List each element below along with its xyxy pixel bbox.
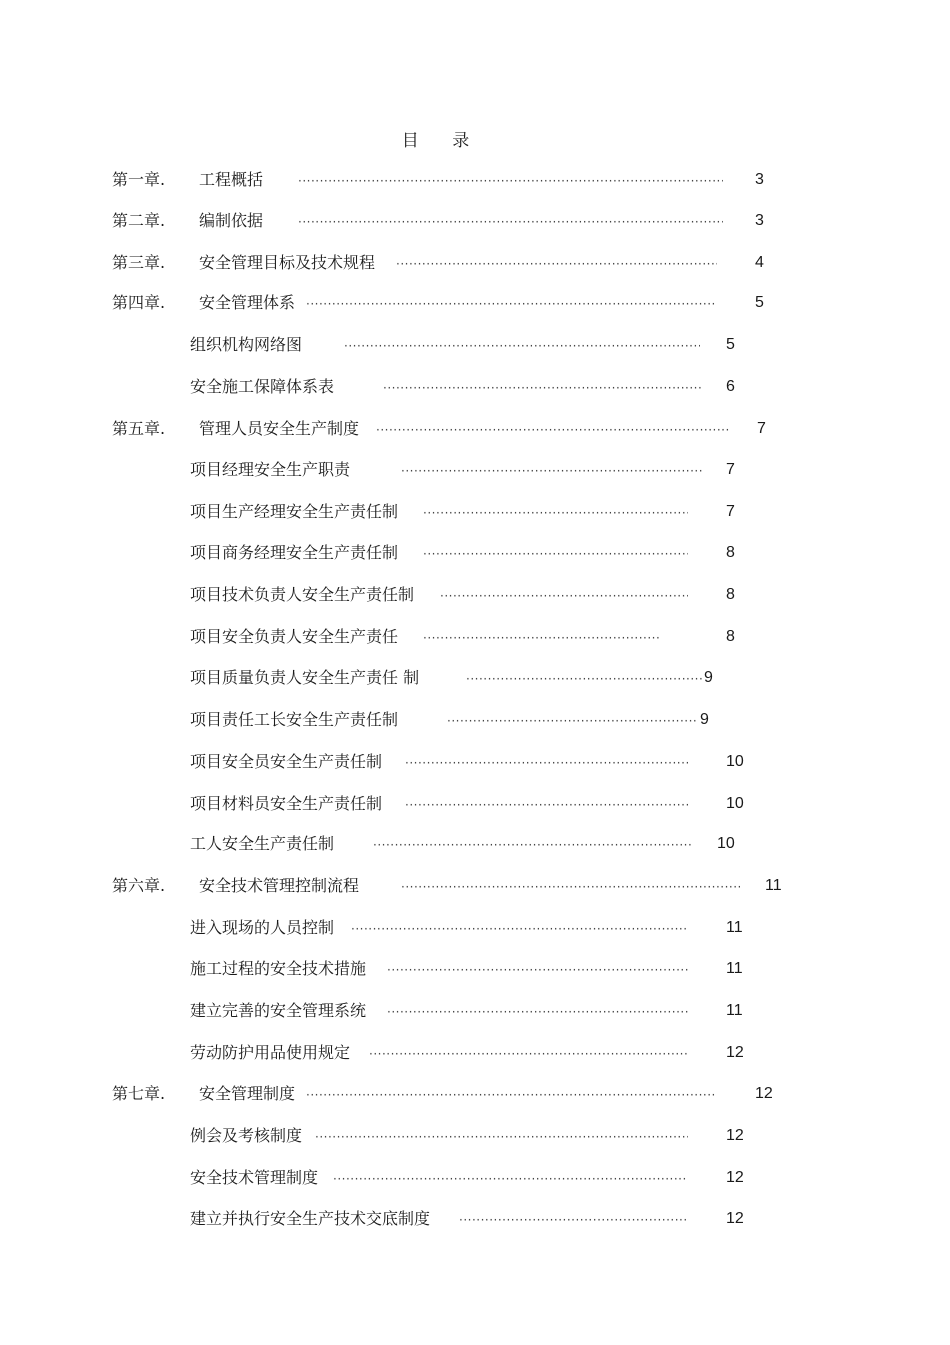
dot-leader: [369, 1044, 688, 1066]
page-number: 11: [726, 1002, 743, 1019]
page-number: 7: [726, 503, 735, 520]
page-number: 10: [726, 753, 744, 770]
section-title: 项目经理安全生产职责: [190, 460, 351, 479]
page-number: 12: [726, 1169, 744, 1186]
dot-leader: [387, 1002, 688, 1024]
toc-entry[interactable]: [0, 290, 950, 316]
dot-leader: [396, 254, 717, 276]
page-number: 11: [726, 919, 743, 936]
dot-leader: [447, 711, 697, 733]
section-title: 安全技术管理制度: [190, 1168, 319, 1187]
dot-leader: [405, 753, 688, 775]
dot-leader: [344, 336, 700, 358]
dot-leader: [383, 378, 703, 400]
dot-leader: [315, 1127, 688, 1149]
page-number: 8: [726, 586, 735, 603]
chapter-title: 安全管理目标及技术规程: [199, 253, 376, 272]
toc-entry[interactable]: [0, 956, 950, 982]
section-title: 项目材料员安全生产责任制: [190, 794, 383, 813]
toc-entry[interactable]: [0, 749, 950, 775]
chapter-number: 第六章.: [112, 876, 166, 895]
chapter-number: 第三章.: [112, 253, 166, 272]
dot-leader: [423, 628, 660, 650]
toc-entry[interactable]: [0, 707, 950, 733]
page-number: 10: [717, 835, 735, 852]
dot-leader: [373, 835, 692, 857]
toc-entry[interactable]: [0, 582, 950, 608]
dot-leader: [466, 669, 703, 691]
dot-leader: [376, 420, 731, 442]
chapter-title: 安全管理体系: [199, 293, 296, 312]
dot-leader: [298, 171, 723, 193]
toc-entry[interactable]: [0, 208, 950, 234]
chapter-number: 第七章.: [112, 1084, 166, 1103]
toc-entry[interactable]: [0, 332, 950, 358]
page-number: 4: [755, 254, 764, 271]
page-number: 11: [726, 960, 743, 977]
toc-entry[interactable]: [0, 1206, 950, 1232]
chapter-number: 第五章.: [112, 419, 166, 438]
dot-leader: [405, 795, 688, 817]
toc-entry[interactable]: [0, 791, 950, 817]
section-title: 建立完善的安全管理系统: [190, 1001, 367, 1020]
section-title: 项目技术负责人安全生产责任制: [190, 585, 415, 604]
page-number: 8: [726, 544, 735, 561]
toc-entry[interactable]: [0, 540, 950, 566]
toc-entry[interactable]: [0, 1165, 950, 1191]
toc-entry[interactable]: [0, 624, 950, 650]
dot-leader: [306, 1085, 717, 1107]
page-number: 7: [757, 420, 766, 437]
dot-leader: [306, 294, 717, 316]
chapter-number: 第二章.: [112, 211, 166, 230]
page-number: 9: [704, 669, 713, 686]
toc-entry[interactable]: [0, 915, 950, 941]
page-number: 12: [755, 1085, 773, 1102]
toc-entry[interactable]: [0, 873, 950, 899]
dot-leader: [423, 503, 688, 525]
page-number: 3: [755, 171, 764, 188]
toc-entry[interactable]: [0, 416, 950, 442]
toc-entry[interactable]: [0, 1081, 950, 1107]
page-number: 8: [726, 628, 735, 645]
toc-entry[interactable]: [0, 1123, 950, 1149]
section-title: 例会及考核制度: [190, 1126, 303, 1145]
toc-entry[interactable]: [0, 457, 950, 483]
page-number: 12: [726, 1044, 744, 1061]
chapter-title: 管理人员安全生产制度: [199, 419, 360, 438]
toc-title: 目 录: [401, 131, 484, 151]
toc-entry[interactable]: [0, 499, 950, 525]
section-title: 项目质量负责人安全生产责任 制: [190, 668, 420, 687]
chapter-title: 安全管理制度: [199, 1084, 296, 1103]
section-title: 项目生产经理安全生产责任制: [190, 502, 399, 521]
page-number: 11: [765, 877, 782, 894]
section-title: 工人安全生产责任制: [190, 834, 335, 853]
dot-leader: [387, 960, 688, 982]
section-title: 进入现场的人员控制: [190, 918, 335, 937]
toc-entry[interactable]: [0, 167, 950, 193]
chapter-title: 安全技术管理控制流程: [199, 876, 360, 895]
page-number: 3: [755, 212, 764, 229]
toc-entry[interactable]: [0, 998, 950, 1024]
chapter-title: 工程概括: [199, 170, 264, 189]
dot-leader: [333, 1169, 688, 1191]
page-number: 6: [726, 378, 735, 395]
page-number: 10: [726, 795, 744, 812]
dot-leader: [440, 586, 688, 608]
dot-leader: [423, 544, 688, 566]
page-number: 12: [726, 1127, 744, 1144]
chapter-number: 第一章.: [112, 170, 166, 189]
page-number: 7: [726, 461, 735, 478]
page-number: 12: [726, 1210, 744, 1227]
section-title: 建立并执行安全生产技术交底制度: [190, 1209, 431, 1228]
toc-entry[interactable]: [0, 374, 950, 400]
page-number: 5: [726, 336, 735, 353]
dot-leader: [401, 461, 703, 483]
dot-leader: [351, 919, 688, 941]
toc-entry[interactable]: [0, 665, 950, 691]
section-title: 施工过程的安全技术措施: [190, 959, 367, 978]
dot-leader: [401, 877, 740, 899]
section-title: 项目安全负责人安全生产责任: [190, 627, 399, 646]
toc-entry[interactable]: [0, 250, 950, 276]
page-number: 9: [700, 711, 709, 728]
toc-entry[interactable]: [0, 831, 950, 857]
page-number: 5: [755, 294, 764, 311]
section-title: 组织机构网络图: [190, 335, 303, 354]
dot-leader: [459, 1210, 688, 1232]
section-title: 项目商务经理安全生产责任制: [190, 543, 399, 562]
toc-entry[interactable]: [0, 1040, 950, 1066]
section-title: 安全施工保障体系表: [190, 377, 335, 396]
section-title: 劳动防护用品使用规定: [190, 1043, 351, 1062]
section-title: 项目责任工长安全生产责任制: [190, 710, 399, 729]
dot-leader: [298, 212, 723, 234]
chapter-number: 第四章.: [112, 293, 166, 312]
chapter-title: 编制依据: [199, 211, 264, 230]
section-title: 项目安全员安全生产责任制: [190, 752, 383, 771]
